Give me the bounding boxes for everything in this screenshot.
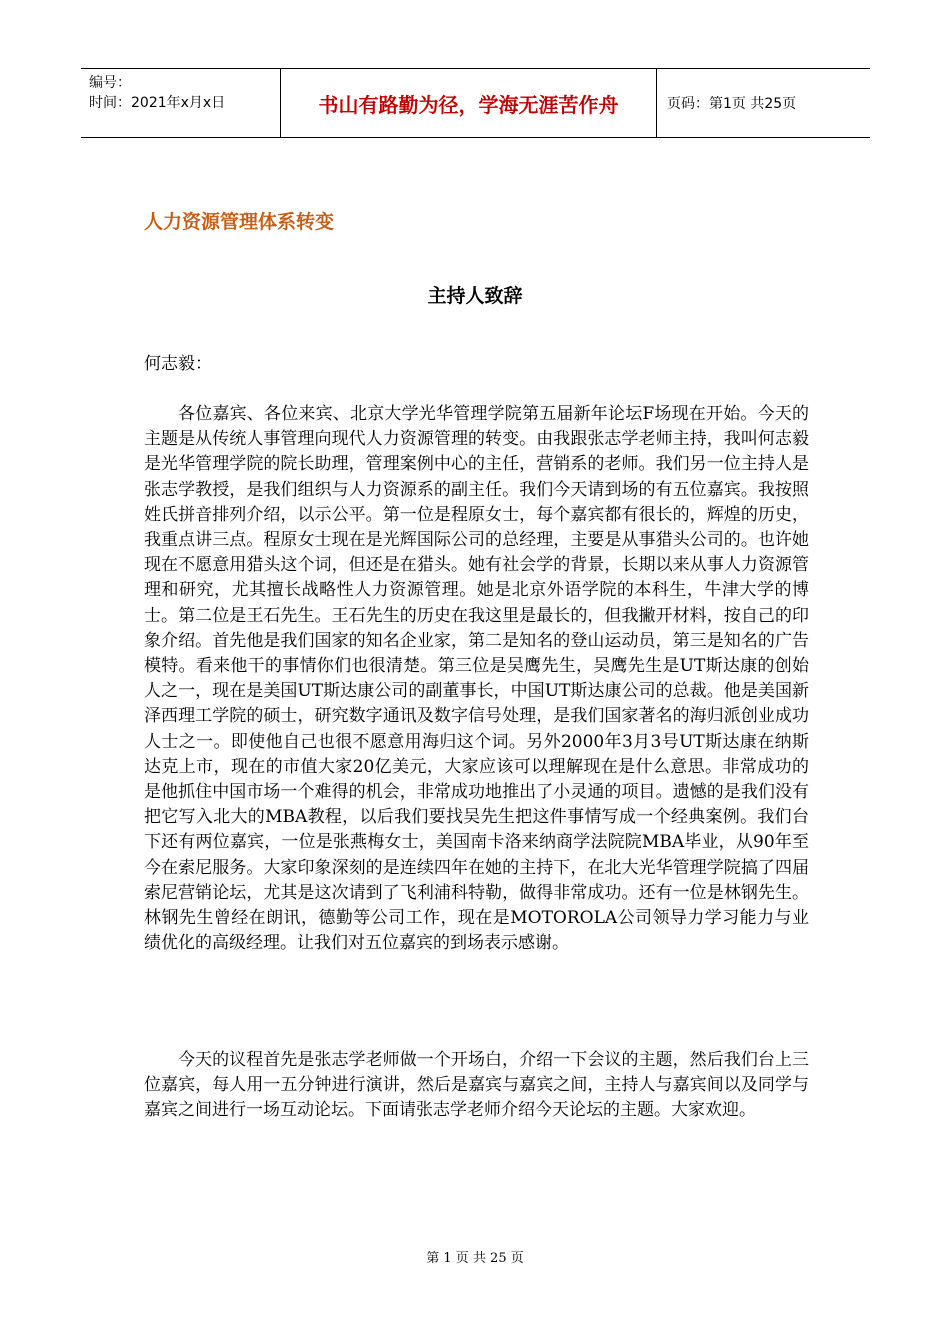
speaker-name: 何志毅： [144,354,212,374]
document-title: 人力资源管理体系转变 [144,211,335,233]
body-paragraph-1: 各位嘉宾、各位来宾、北京大学光华管理学院第五届新年论坛F场现在开始。今天的主题是从传统人事管理向现代人力资源管理的转变。由我跟张志学老师主持，我叫何志毅是光华管理学院的院长助理，管理案例中心的主任，营销系的老师。我们另一位主持人是张志学教授，是我们组织与人力资源系的副主任。我们今天请到场的有五位嘉宾。我按照姓氏拼音排列介绍，以示公平。第一位是程原女士，每个嘉宾都有很长的，辉煌的历史，我重点讲三点。程原女士现在是光辉国际公司的总经理，主要是从事猎头公司的。也许她现在不愿意用猎头这个词，但还是在猎头。她有社会学的背景，长期以来从事人力资源管理和研究，尤其擅长战略性人力资源管理。她是北京外语学院的本科生，牛津大学的博士。第二位是王石先生。王石先生的历史在我这里是最长的，但我撇开材料，按自己的印象介绍。首先他是我们国家的知名企业家，第二是知名的登山运动员，第三是知名的广告模特。看来他干的事情你们也很清楚。第三位是吴鹰先生，吴鹰先生是UT斯达康的创始人之一，现在是美国UT斯达康公司的副董事长，中国UT斯达康公司的总裁。他是美国新泽西理工学院的硕士，研究数字通讯及数字信号处理，是我们国家著名的海归派创业成功人士之一。即使他自己也很不愿意用海归这个词。另外2000年3月3号UT斯达康在纳斯达克上市，现在的市值大家20亿美元，大家应该可以理解现在是什么意思。非常成功的是他抓住中国市场一个难得的机会，非常成功地推出了小灵通的项目。遗憾的是我们没有把它写入北大的MBA教程，以后我们要找吴先生把这件事情写成一个经典案例。我们台下还有两位嘉宾，一位是张燕梅女士，美国南卡洛来纳商学法院院MBA毕业，从90年至今在索尼服务。大家印象深刻的是连续四年在她的主持下，在北大光华管理学院搞了四届索尼营销论坛，尤其是这次请到了飞利浦科特勒，做得非常成功。还有一位是林钢先生。林钢先生曾经在朗讯，德勤等公司工作，现在是MOTOROLA公司领导力学习能力与业绩优化的高级经理。让我们对五位嘉宾的到场表示感谢。 [144,404,809,954]
header-page-info: 页码：第1页 共25页 [667,96,797,112]
page-header [81,68,870,138]
header-meta [81,69,281,137]
body-paragraph-2: 今天的议程首先是张志学老师做一个开场白，介绍一下会议的主题，然后我们台上三位嘉宾，每人用一五分钟进行演讲，然后是嘉宾与嘉宾之间，主持人与嘉宾间以及同学与嘉宾之间进行一场互动论坛。下面请张志学老师介绍今天论坛的主题。大家欢迎。 [144,1050,809,1121]
section-title: 主持人致辞 [427,285,523,307]
number-label: 编号： [89,75,131,91]
page-footer: 第 1 页 共 25 页 [426,1251,524,1266]
header-motto: 书山有路勤为径，学海无涯苦作舟 [281,69,657,137]
date-label: 时间：2021年x月x日 [89,95,226,111]
